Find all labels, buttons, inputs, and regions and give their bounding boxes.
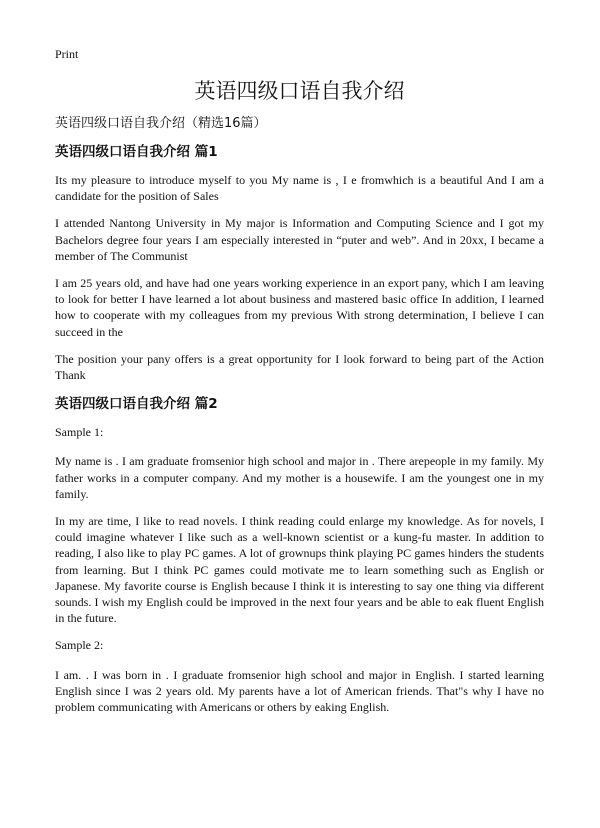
paragraph: I am. . I was born in . I graduate fromsenior high school and major in English. I started learning English since I was 2 years old. My parents have a lot of American friends. That"s why I have no problem communicating with Americans or others by eaking English. <box>55 667 544 715</box>
print-label[interactable]: Print <box>55 47 79 61</box>
page-title: 英语四级口语自我介绍 <box>194 79 405 103</box>
section-heading: 英语四级口语自我介绍 篇1 <box>55 144 218 160</box>
section-heading: 英语四级口语自我介绍 篇2 <box>55 396 218 413</box>
document-subtitle: 英语四级口语自我介绍（精选16篇） <box>55 116 267 131</box>
paragraph: My name is . I am graduate fromsenior high school and major in . There arepeople in my family. My father works in a computer company. And my mother is a housewife. I am the youngest one in my family. <box>55 454 544 501</box>
sample-label: Sample 1: <box>55 425 104 440</box>
paragraph: The position your pany offers is a great opportunity for I look forward to being part of the Action Thank <box>55 351 544 383</box>
sample-label: Sample 2: <box>55 638 104 653</box>
section-2 <box>55 394 544 715</box>
section-1 <box>55 142 544 383</box>
paragraph: Its my pleasure to introduce myself to you My name is , I e fromwhich is a beautiful And I am a candidate for the position of Sales <box>55 173 544 204</box>
paragraph: I attended Nantong University in My major is Information and Computing Science and I got my Bachelors degree four years I am especially interested in “puter and web”. And in 20xx, I became a member of The Communist <box>55 216 544 263</box>
paragraph: In my are time, I like to read novels. I think reading could enlarge my knowledge. As for novels, I could imagine whatever I like such as a well-known scientist or a kung-fu master. In addition to reading, I also like to play PC games. A lot of grownups think playing PC games hinders the students from learning. But I think PC games could motivate me to learn something such as English or Japanese. My favorite course is English because I think it is interesting to say one thing via different sounds. I wish my English could be improved in the next four years and be able to eak fluent English in the future. <box>55 514 544 626</box>
paragraph: I am 25 years old, and have had one years working experience in an export pany, which I am leaving to look for better I have learned a lot about business and mastered basic office In addition, I learned how to cooperate with my colleagues from my previous With strong determination, I believe I can succeed in the <box>55 276 544 339</box>
